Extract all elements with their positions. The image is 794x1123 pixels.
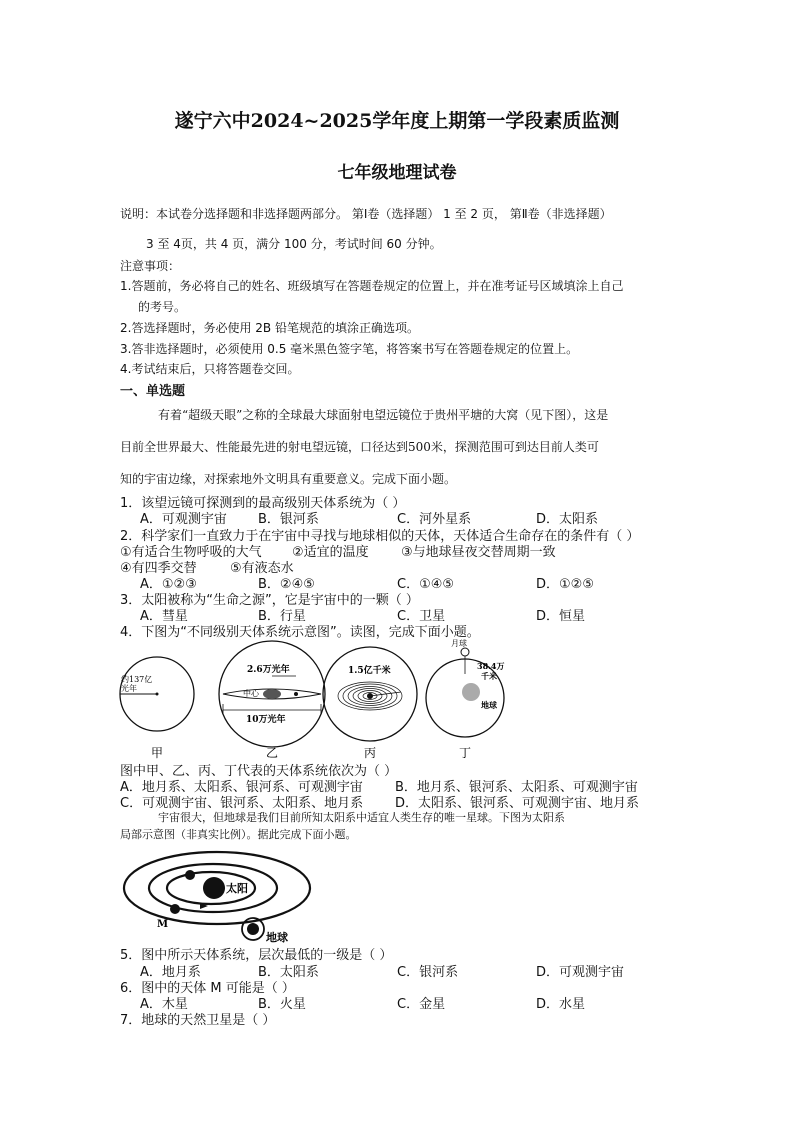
- q1-option-d: D．太阳系: [536, 512, 599, 527]
- q1-option-a: A．可观测宇宙: [140, 512, 227, 527]
- section-title: 一、单选题: [120, 384, 186, 399]
- caption-yi: 乙: [266, 746, 279, 760]
- q1-option-b: B．银河系: [258, 512, 319, 527]
- q1-stem: 1．该望远镜可探测到的最高级别天体系统为（ ）: [120, 496, 406, 511]
- exam-subtitle: 七年级地理试卷: [337, 163, 457, 183]
- caption-jia: 甲: [151, 746, 164, 760]
- caption-bing: 丙: [364, 746, 377, 760]
- label-bing-distance: 1.5亿千米: [348, 666, 391, 676]
- q7-stem: 7．地球的天然卫星是（ ）: [120, 1013, 276, 1028]
- q6-option-d: D．水星: [536, 997, 586, 1012]
- q3-option-c: C．卫星: [397, 609, 446, 624]
- q2-option-a: A．①②③: [140, 577, 197, 592]
- passage2-line2: 局部示意图（非真实比例）。据此完成下面小题。: [120, 828, 357, 841]
- label-sun: 太阳: [226, 882, 248, 895]
- q2-condition-3: ③与地球昼夜交替周期一致: [401, 545, 556, 560]
- q4-option-b: B．地月系、银河系、太阳系、可观测宇宙: [395, 780, 638, 795]
- q1-option-c: C．河外星系: [397, 512, 472, 527]
- label-yi-center: 中心: [243, 689, 259, 698]
- label-ding-unit: 千米: [481, 671, 497, 681]
- q4-option-a: A．地月系、太阳系、银河系、可观测宇宙: [120, 780, 363, 795]
- galaxy-bulge: [263, 689, 281, 699]
- q5-option-d: D．可观测宇宙: [536, 965, 625, 980]
- q6-option-b: B．火星: [258, 997, 306, 1012]
- q2-condition-4: ④有四季交替: [120, 561, 197, 576]
- passage1-line1: 有着“超级天眼”之称的全球最大球面射电望远镜位于贵州平塘的大窝（见下图），这是: [158, 408, 609, 422]
- q6-option-c: C．金星: [397, 997, 446, 1012]
- passage2-line1: 宇宙很大，但地球是我们目前所知太阳系中适宜人类生存的唯一星球。下图为太阳系: [158, 811, 565, 824]
- note-1b: 的考号。: [138, 300, 187, 314]
- q3-option-a: A．彗星: [140, 609, 188, 624]
- label-yi-diameter: 10万光年: [246, 715, 286, 725]
- q2-condition-5: ⑤有液态水: [230, 561, 294, 576]
- note-1a: 1.答题前，务必将自己的姓名、班级填写在答题卷规定的位置上，并在准考证号区域填涂上自己: [120, 279, 624, 293]
- label-jia-distance: 约137亿: [121, 675, 153, 684]
- q6-stem: 6．图中的天体 M 可能是（ ）: [120, 981, 295, 996]
- q3-option-d: D．恒星: [536, 609, 586, 624]
- q2-option-c: C．①④⑤: [397, 577, 455, 592]
- q4-option-d: D．太阳系、银河系、可观测宇宙、地月系: [395, 796, 640, 811]
- center-dot-jia: [156, 693, 159, 696]
- label-ding-distance: 38.4万: [477, 661, 505, 671]
- q2-option-d: D．①②⑤: [536, 577, 594, 592]
- label-ding-moon: 月球: [451, 639, 467, 648]
- earth: [247, 923, 259, 935]
- q5-option-a: A．地月系: [140, 965, 201, 980]
- exam-title: 遂宁六中2024~2025学年度上期第一学段素质监测: [174, 110, 620, 132]
- note-3: 3.答非选择题时，必须使用 0.5 毫米黑色签字笔，将答案书写在答题卷规定的位置上。: [120, 342, 579, 356]
- notes-title: 注意事项：: [120, 259, 181, 273]
- q4-substem: 图中甲、乙、丙、丁代表的天体系统依次为（ ）: [120, 764, 398, 779]
- instructions-line2: 3 至 4页，共 4 页，满分 100 分，考试时间 60 分钟。: [146, 237, 442, 251]
- q2-stem: 2．科学家们一直致力于在宇宙中寻找与地球相似的天体，天体适合生命存在的条件有（ ）: [120, 529, 640, 544]
- q2-condition-1: ①有适合生物呼吸的大气: [120, 545, 262, 560]
- planet-inner: [185, 870, 195, 880]
- label-jia-unit: 光年: [121, 684, 137, 693]
- q3-option-b: B．行星: [258, 609, 306, 624]
- label-m: M: [157, 919, 169, 930]
- q2-condition-2: ②适宜的温度: [292, 545, 369, 560]
- instructions-line1: 说明：本试卷分选择题和非选择题两部分。 第Ⅰ卷（选择题） 1 至 2 页， 第Ⅱ卷（非选择题）: [120, 207, 612, 221]
- planet-m: [170, 904, 180, 914]
- q5-stem: 5．图中所示天体系统，层次最低的一级是（ ）: [120, 948, 393, 963]
- solar-system-figure: [120, 848, 320, 944]
- celestial-systems-figure: [115, 636, 505, 762]
- earth-disc: [462, 683, 480, 701]
- q5-option-b: B．太阳系: [258, 965, 319, 980]
- note-2: 2.答选择题时，务必使用 2B 铅笔规范的填涂正确选项。: [120, 321, 419, 335]
- q5-option-c: C．银河系: [397, 965, 459, 980]
- q3-stem: 3．太阳被称为“生命之源”，它是宇宙中的一颗（ ）: [120, 593, 419, 608]
- moon-dot: [461, 648, 469, 656]
- q6-option-a: A．木星: [140, 997, 188, 1012]
- q4-stem: 4．下图为“不同级别天体系统示意图”。读图，完成下面小题。: [120, 625, 480, 640]
- q4-option-c: C．可观测宇宙、银河系、太阳系、地月系: [120, 796, 364, 811]
- passage1-line3: 知的宇宙边缘，对探索地外文明具有重要意义。完成下面小题。: [120, 472, 457, 486]
- sun: [203, 877, 225, 899]
- label-ding-earth: 地球: [481, 700, 497, 710]
- caption-ding: 丁: [459, 746, 472, 760]
- note-4: 4.考试结束后，只将答题卷交回。: [120, 362, 300, 376]
- label-yi-radius: 2.6万光年: [247, 665, 290, 675]
- label-earth: 地球: [266, 931, 288, 944]
- q2-option-b: B．②④⑤: [258, 577, 315, 592]
- passage1-line2: 目前全世界最大、性能最先进的射电望远镜，口径达到500米，探测范围可到达目前人类可: [120, 440, 599, 454]
- sun-position-dot: [294, 692, 298, 696]
